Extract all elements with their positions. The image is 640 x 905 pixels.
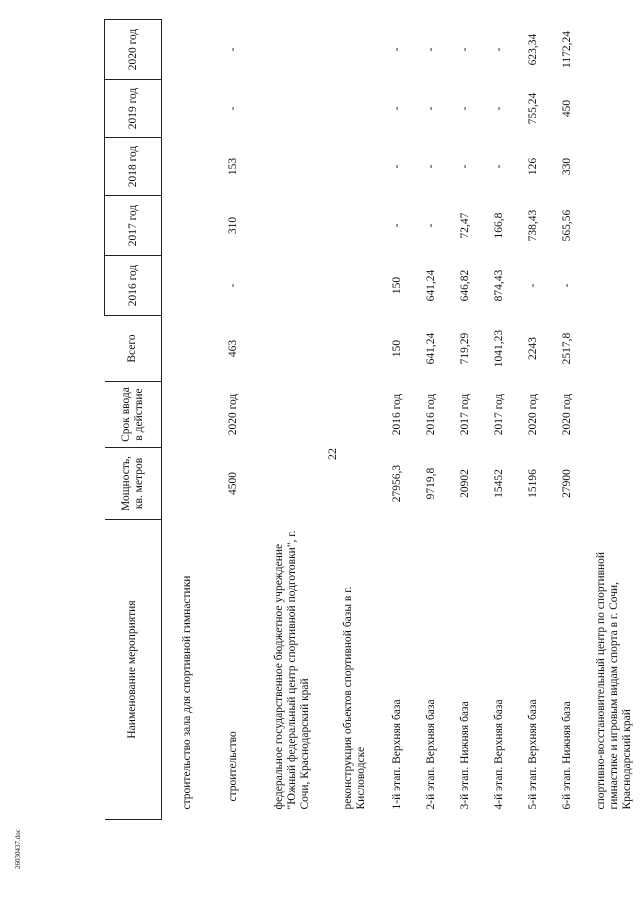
cell-2017: 738,43 — [526, 209, 539, 242]
cell-2016 — [162, 256, 213, 316]
cell-2020: - — [458, 47, 471, 52]
cell-2018: - — [424, 164, 437, 169]
cell-2018: 126 — [526, 157, 539, 176]
table-row — [380, 20, 414, 820]
table-row — [162, 20, 213, 820]
table-container — [104, 20, 633, 820]
cell-2020: - — [226, 47, 239, 52]
cell-total: 2517,8 — [560, 332, 573, 365]
cell-2018: - — [492, 164, 505, 169]
cell-capacity — [330, 448, 380, 520]
header-2017: 2017 год — [105, 196, 162, 256]
cell-capacity — [584, 448, 640, 520]
cell-2018: 330 — [560, 157, 573, 176]
cell-total: 719,29 — [458, 332, 471, 365]
table-row — [516, 20, 550, 820]
cell-2017: 166,8 — [492, 212, 505, 239]
table-row — [482, 20, 516, 820]
cell-term — [162, 382, 213, 448]
header-total: Всего — [105, 316, 162, 382]
cell-term: 2017 год — [458, 393, 471, 436]
cell-2019: 755,24 — [526, 92, 539, 125]
cell-term — [330, 382, 380, 448]
cell-total: 641,24 — [424, 332, 437, 365]
cell-2019: - — [390, 106, 403, 111]
cell-2020: 1172,24 — [560, 31, 573, 68]
cell-2019 — [330, 80, 380, 138]
cell-name: 5-й этап. Верхняя база — [526, 699, 539, 810]
cell-2018: - — [458, 164, 471, 169]
header-2019: 2019 год — [105, 80, 162, 138]
cell-total: 1041,23 — [492, 329, 505, 368]
cell-term: 2017 год — [492, 393, 505, 436]
cell-2016 — [584, 256, 640, 316]
table-row — [448, 20, 482, 820]
cell-name: федеральное государственное бюджетное учреждение "Южный федеральный центр спортивной подготовки", г. Сочи, Краснодарский край — [272, 530, 311, 810]
cell-2016: 641,24 — [424, 269, 437, 302]
header-2018: 2018 год — [105, 138, 162, 196]
cell-2018: - — [390, 164, 403, 169]
cell-2016: - — [226, 283, 239, 288]
funding-table — [104, 19, 640, 820]
table-row — [254, 20, 330, 820]
cell-2017 — [162, 196, 213, 256]
table-row — [414, 20, 448, 820]
cell-2017: 310 — [226, 216, 239, 235]
cell-2018 — [330, 138, 380, 196]
cell-2016: 646,82 — [458, 269, 471, 302]
cell-capacity: 27900 — [560, 469, 573, 498]
cell-2019 — [584, 80, 640, 138]
cell-total — [584, 316, 640, 382]
header-term: Срок ввода в действие — [105, 382, 162, 448]
cell-capacity — [254, 448, 330, 520]
cell-capacity — [162, 448, 213, 520]
cell-total: 463 — [226, 339, 239, 358]
cell-2018 — [162, 138, 213, 196]
cell-2017: 72,47 — [458, 212, 471, 239]
cell-term — [254, 382, 330, 448]
table-row — [584, 20, 640, 820]
cell-term: 2020 год — [226, 393, 239, 436]
cell-term — [584, 382, 640, 448]
cell-2017 — [330, 196, 380, 256]
cell-2016: 150 — [390, 276, 403, 295]
cell-2016: - — [560, 283, 573, 288]
cell-name: реконструкция объектов спортивной базы в г. Кисловодске — [342, 586, 367, 810]
table-header-row — [105, 20, 162, 820]
cell-term: 2016 год — [424, 393, 437, 436]
header-capacity: Мощность, кв. метров — [105, 448, 162, 520]
cell-capacity: 15452 — [492, 469, 505, 498]
cell-name: спортивно-восстановительный центр по спортивной гимнастике и игровым видам спорта в г. Сочи, Краснодарский край — [594, 551, 633, 810]
cell-2019 — [162, 80, 213, 138]
cell-name: строительство зала для спортивной гимнастики — [180, 575, 193, 810]
cell-2016: 874,43 — [492, 269, 505, 302]
table-row — [550, 20, 584, 820]
cell-name: 3-й этап. Нижняя база — [458, 701, 471, 810]
cell-total — [330, 316, 380, 382]
header-2016: 2016 год — [105, 256, 162, 316]
cell-capacity: 20902 — [458, 469, 471, 498]
cell-total — [162, 316, 213, 382]
cell-2018 — [254, 138, 330, 196]
cell-name: 1-й этап. Верхняя база — [390, 699, 403, 810]
cell-2016 — [254, 256, 330, 316]
cell-2020 — [162, 20, 213, 80]
cell-capacity: 4500 — [226, 472, 239, 495]
cell-2019: 450 — [560, 99, 573, 118]
cell-2017 — [254, 196, 330, 256]
cell-2016 — [330, 256, 380, 316]
cell-term: 2020 год — [526, 393, 539, 436]
cell-2020 — [254, 20, 330, 80]
cell-capacity: 9719,8 — [424, 467, 437, 500]
cell-2019: - — [226, 106, 239, 111]
cell-name: строительство — [226, 731, 239, 802]
cell-2018: 153 — [226, 157, 239, 176]
cell-2019: - — [458, 106, 471, 111]
cell-2016: - — [526, 283, 539, 288]
table-row — [330, 20, 380, 820]
header-name: Наименование мероприятия — [105, 520, 162, 820]
cell-2019: - — [424, 106, 437, 111]
cell-2019 — [254, 80, 330, 138]
cell-2017: - — [390, 223, 403, 228]
cell-2020: - — [492, 47, 505, 52]
cell-term: 2020 год — [560, 393, 573, 436]
cell-2020: 623,34 — [526, 33, 539, 66]
cell-2017 — [584, 196, 640, 256]
cell-name: 2-й этап. Верхняя база — [424, 699, 437, 810]
document-id: 26030437.doc — [14, 829, 22, 869]
cell-total: 150 — [390, 339, 403, 358]
cell-2020: - — [424, 47, 437, 52]
cell-2020: - — [390, 47, 403, 52]
cell-2019: - — [492, 106, 505, 111]
page-number: 22 — [325, 448, 339, 460]
cell-name: 4-й этап. Верхняя база — [492, 699, 505, 810]
cell-name: 6-й этап. Нижняя база — [560, 701, 573, 810]
cell-2020 — [330, 20, 380, 80]
cell-2018 — [584, 138, 640, 196]
cell-2017: 565,56 — [560, 209, 573, 242]
cell-2020 — [584, 20, 640, 80]
header-2020: 2020 год — [105, 20, 162, 80]
cell-total — [254, 316, 330, 382]
cell-term: 2016 год — [390, 393, 403, 436]
cell-capacity: 15196 — [526, 469, 539, 498]
cell-capacity: 27956,3 — [390, 464, 403, 503]
cell-total: 2243 — [526, 337, 539, 360]
cell-2017: - — [424, 223, 437, 228]
table-row — [212, 20, 254, 820]
